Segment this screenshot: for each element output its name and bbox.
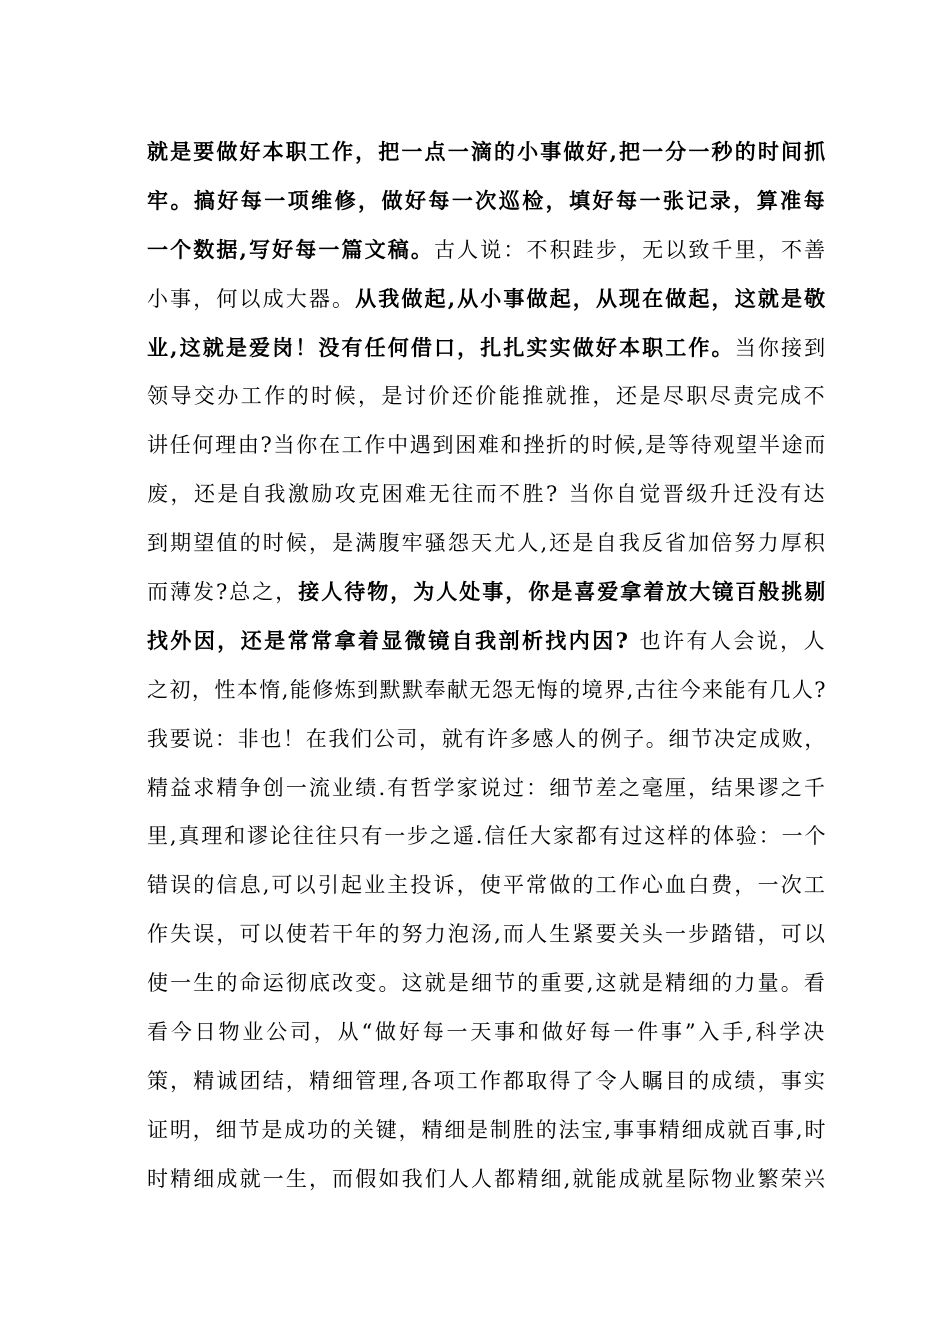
text-run: 看今日物业公司，从“做好每一天事和做好每一件事”入手,科学决 <box>147 1020 828 1045</box>
bold-text-run: 就是要做好本职工作，把一点一滴的小事做好,把一分一秒的时间抓 <box>147 139 828 164</box>
text-line <box>147 812 827 861</box>
text-line <box>147 421 827 470</box>
text-line <box>147 666 827 715</box>
text-run: 精益求精争创一流业绩.有哲学家说过：细节差之毫厘，结果谬之千 <box>147 775 827 800</box>
bold-text-run: 接人待物，为人处事，你是喜爱拿着放大镜百般挑剔 <box>298 579 828 605</box>
text-line <box>147 910 827 959</box>
text-run: 作失误，可以使若干年的努力泡汤,而人生紧要关头一步踏错，可以 <box>147 922 827 947</box>
text-run: 小事，何以成大器。 <box>147 286 356 311</box>
text-line <box>147 1106 827 1155</box>
text-line <box>147 1008 827 1057</box>
text-line <box>147 959 827 1008</box>
text-line <box>147 177 827 226</box>
text-run: 废，还是自我激励攻克困难无往而不胜? 当你自觉晋级升迁没有达 <box>147 482 828 507</box>
text-line <box>147 519 827 568</box>
text-line <box>147 372 827 421</box>
bold-text-run: 找外因，还是常常拿着显微镜自我剖析找内因? <box>147 627 631 653</box>
text-run: 而薄发?总之， <box>147 580 299 605</box>
text-run: 之初，性本惰,能修炼到默默奉献无怨无悔的境界,古往今来能有几人? <box>147 677 827 702</box>
text-line <box>147 1155 827 1204</box>
text-line <box>147 128 827 177</box>
text-run: 错误的信息,可以引起业主投诉，使平常做的工作心血白费，一次工 <box>147 873 827 898</box>
text-line <box>147 470 827 519</box>
text-line <box>147 861 827 910</box>
text-line <box>147 275 827 324</box>
text-run: 里,真理和谬论往往只有一步之遥.信任大家都有过这样的体验：一个 <box>147 824 828 849</box>
text-run: 我要说：非也！在我们公司，就有许多感人的例子。细节决定成败， <box>147 726 828 751</box>
text-run: 到期望值的时候，是满腹牢骚怨天尤人,还是自我反省加倍努力厚积 <box>147 531 827 556</box>
text-line <box>147 324 827 373</box>
bold-text-run: 一个数据,写好每一篇文稿。 <box>147 236 434 262</box>
text-line <box>147 764 827 813</box>
text-run: 也许有人会说，人 <box>630 628 827 653</box>
text-run: 策，精诚团结，精细管理,各项工作都取得了令人瞩目的成绩，事实 <box>147 1068 827 1093</box>
text-run: 使一生的命运彻底改变。这就是细节的重要,这就是精细的力量。看 <box>147 971 827 996</box>
text-run: 时精细成就一生，而假如我们人人都精细,就能成就星际物业繁荣兴 <box>147 1166 827 1191</box>
text-line <box>147 1057 827 1106</box>
bold-text-run: 业,这就是爱岗！没有任何借口，扎扎实实做好本职工作。 <box>147 334 735 360</box>
body-text <box>147 128 827 1204</box>
bold-text-run: 牢。搞好每一项维修，做好每一次巡检，填好每一张记录，算准每 <box>147 187 828 213</box>
text-run: 古人说：不积跬步，无以致千里，不善 <box>434 237 828 262</box>
text-line <box>147 617 827 666</box>
text-run: 讲任何理由?当你在工作中遇到困难和挫折的时候,是等待观望半途而 <box>147 433 827 458</box>
bold-text-run: 从我做起,从小事做起，从现在做起，这就是敬 <box>355 285 828 311</box>
text-line <box>147 568 827 617</box>
text-run: 证明，细节是成功的关键，精细是制胜的法宝,事事精细成就百事,时 <box>147 1117 828 1142</box>
text-run: 当你接到 <box>734 335 828 360</box>
text-line <box>147 715 827 764</box>
text-run: 领导交办工作的时候，是讨价还价能推就推，还是尽职尽责完成不 <box>147 384 828 409</box>
text-line <box>147 226 827 275</box>
